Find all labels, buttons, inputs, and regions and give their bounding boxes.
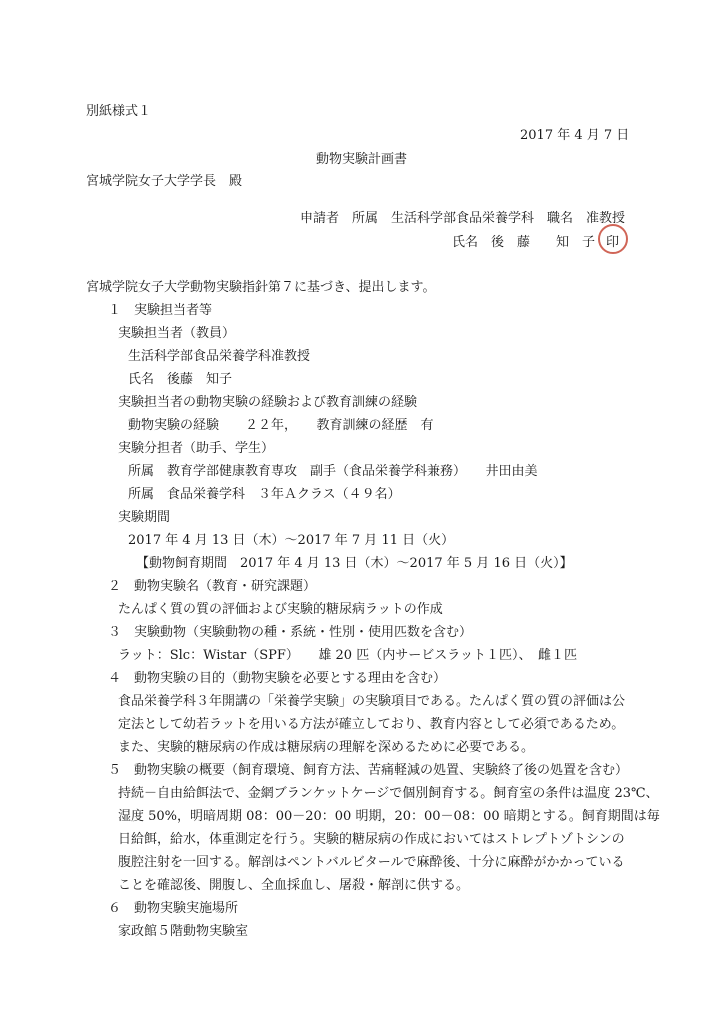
plan-line: 定法として幼若ラットを用いる方法が確立しており、教育内容として必須であるため。: [118, 717, 625, 732]
plan-line: ２ 動物実験名（教育・研究課題）: [108, 579, 317, 594]
plan-line: また、実験的糖尿病の作成は糖尿病の理解を深めるために必要である。: [118, 740, 535, 755]
plan-line: たんぱく質の質の評価および実験的糖尿病ラットの作成: [118, 602, 443, 617]
plan-line: 食品栄養学科３年開講の「栄養学実験」の実験項目である。たんぱく質の質の評価は公: [118, 694, 626, 709]
plan-line: 2017 年 4 月 13 日（木）～2017 年 7 月 11 日（火）: [128, 533, 455, 548]
seal-label: 印: [606, 235, 620, 250]
addressee: 宮城学院女子大学学長 殿: [86, 174, 243, 189]
plan-line: 実験担当者の動物実験の経験および教育訓練の経験: [118, 395, 418, 410]
intro-statement: 宮城学院女子大学動物実験指針第７に基づき、提出します。: [86, 280, 436, 295]
plan-line: 所属 教育学部健康教育専攻 副手（食品栄養学科兼務） 井田由美: [128, 464, 538, 479]
plan-line: 日給餌，給水，体重測定を行う。実験的糖尿病の作成においてはストレプトゾトシンの: [118, 832, 625, 847]
plan-line: 湿度 50%，明暗周期 08：00－20：00 明期，20：00－08：00 暗期とする。飼育期間は毎: [118, 809, 660, 824]
applicant-name: 氏名 後 藤 知 子: [452, 235, 596, 250]
document-title: 動物実験計画書: [316, 152, 408, 167]
applicant-affiliation: 申請者 所属 生活科学部食品栄養学科 職名 准教授: [300, 211, 626, 226]
plan-line: ３ 実験動物（実験動物の種・系統・性別・使用匹数を含む）: [108, 625, 473, 640]
plan-line: 家政館５階動物実験室: [118, 924, 249, 939]
plan-line: 実験期間: [118, 510, 171, 525]
plan-line: 動物実験の経験 ２２年， 教育訓練の経歴 有: [128, 418, 434, 433]
plan-line: ６ 動物実験実施場所: [108, 901, 239, 916]
plan-line: 生活科学部食品栄養学科准教授: [128, 349, 311, 364]
plan-line: 実験担当者（教員）: [118, 326, 236, 341]
plan-line: 所属 食品栄養学科 ３年Ａクラス（４９名）: [128, 487, 401, 502]
plan-line: 氏名 後藤 知子: [128, 372, 233, 387]
plan-line: １ 実験担当者等: [108, 303, 213, 318]
plan-line: ４ 動物実験の目的（動物実験を必要とする理由を含む）: [108, 671, 447, 686]
plan-line: 腹腔注射を一回する。解剖はペントバルビタールで麻酔後、十分に麻酔がかかっている: [118, 855, 625, 870]
plan-line: ５ 動物実験の概要（飼育環境、飼育方法、苦痛軽減の処置、実験終了後の処置を含む）: [108, 763, 629, 778]
plan-line: ことを確認後、開腹し、全血採血し、屠殺・解剖に供する。: [118, 878, 470, 893]
plan-line: 持続－自由給餌法で、金網ブランケットケージで個別飼育する。飼育室の条件は温度 23℃、: [118, 786, 659, 801]
plan-line: 【動物飼育期間 2017 年 4 月 13 日（木）～2017 年 5 月 16 日（火）】: [136, 556, 573, 571]
document-date: 2017 年 4 月 7 日: [520, 128, 630, 143]
plan-line: ラット：Slc：Wistar（SPF） 雄 20 匹（内サービスラット１匹）、 雌１匹: [118, 648, 577, 663]
form-number: 別紙様式１: [86, 104, 152, 119]
plan-line: 実験分担者（助手、学生）: [118, 441, 275, 456]
